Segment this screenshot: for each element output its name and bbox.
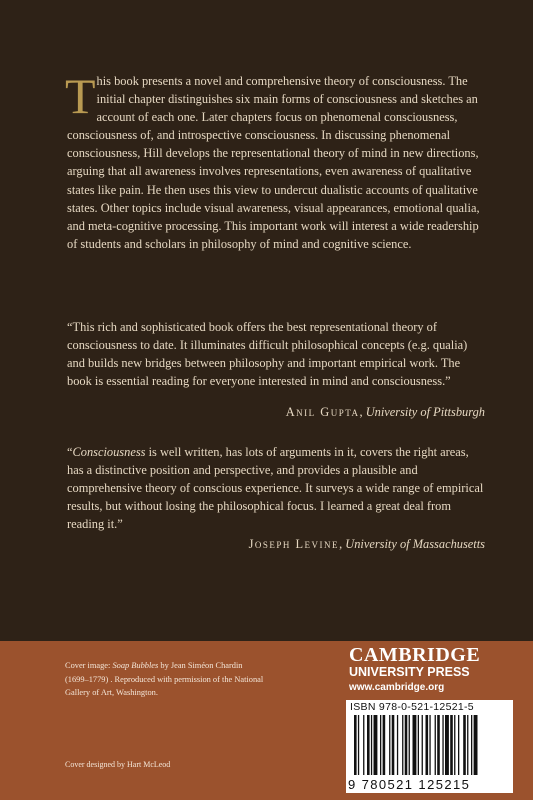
barcode-bar <box>454 715 455 775</box>
barcode-bar <box>442 715 443 775</box>
barcode-bar <box>413 715 417 775</box>
barcode-bar <box>358 715 359 775</box>
barcode-digits: 9 780521 125215 <box>348 777 471 792</box>
barcode-bar <box>471 715 472 775</box>
publisher-url: www.cambridge.org <box>349 682 445 693</box>
endorser-name: Joseph Levine <box>248 537 340 551</box>
barcode-bar <box>422 715 423 775</box>
barcode-bar <box>367 715 370 775</box>
barcode-bar <box>389 715 390 775</box>
barcode-bar <box>426 715 429 775</box>
barcode-bar <box>354 715 357 775</box>
endorsement-1-attribution: Anil Gupta, University of Pittsburgh <box>285 405 485 419</box>
publisher-logo-name: CAMBRIDGE <box>349 644 481 666</box>
book-title: Consciousness <box>72 445 146 459</box>
drop-cap: T <box>65 68 96 124</box>
credit-artwork-title: Soap Bubbles <box>112 661 159 670</box>
barcode-bar <box>392 715 395 775</box>
barcode-bar <box>418 715 419 775</box>
blurb-paragraph <box>65 68 487 253</box>
publisher-logo-press: UNIVERSITY PRESS <box>349 665 470 679</box>
barcode-bar <box>371 715 372 775</box>
barcode-bar <box>467 715 468 775</box>
barcode <box>346 700 513 793</box>
endorsement-quote-1: “This rich and sophisticated book offers the best representational theory of consciousness to date. It illuminates difficult philosophical concepts (e.g. qualia) and builds new bridges between philosophy and important empirical work. The book is essential reading for everyone interested in mind and consciousness.” <box>67 320 468 389</box>
endorsement-2-text: is well written, has lots of arguments in it, covers the right areas, has a distinctive position and perspective, and provides a plausible and comprehensive theory of conscious experience. It surveys a wide range of empirical results, but without losing the philosophical focus. I learned a great deal from reading it.” <box>67 445 484 532</box>
blurb-text: his book presents a novel and comprehensive theory of consciousness. The initial chapter distinguishes six main forms of consciousness and sketches an account of each one. Later chapters focus on phenomenal consciousness, consciousness of, and introspective consciousness. In discussing phenomenal consciousness, Hill develops the representational theory of mind in new directions, arguing that all awareness involves representations, even awareness of qualitative states like pain. He then uses this view to undercut dualistic accounts of qualitative states. Other topics include visual awareness, visual appearances, emotional qualia, and meta-cognitive processing. This important work will interest a wide readership of students and scholars in philosophy of mind and cognitive science. <box>67 74 480 251</box>
barcode-bar <box>435 715 436 775</box>
barcode-bar <box>437 715 440 775</box>
barcode-bars <box>350 715 510 777</box>
barcode-bar <box>445 715 449 775</box>
credit-rest: by Jean Siméon Chardin (1699–1779) . Reproduced with permission of the National Gallery of Art, Washington. <box>65 661 264 697</box>
barcode-bar <box>383 715 386 775</box>
barcode-bar <box>380 715 381 775</box>
barcode-bar <box>458 715 459 775</box>
isbn-label: ISBN 978-0-521-12521-5 <box>350 701 474 713</box>
barcode-bar <box>405 715 408 775</box>
endorser-affiliation: University of Massachusetts <box>345 537 485 551</box>
barcode-bar <box>397 715 398 775</box>
barcode-bar <box>474 715 478 775</box>
barcode-bar <box>409 715 410 775</box>
credit-prefix: Cover image: <box>65 661 113 670</box>
barcode-bar <box>363 715 364 775</box>
endorsement-2-attribution: Joseph Levine, University of Massachusetts <box>248 537 485 551</box>
cover-designer-credit: Cover designed by Hart McLeod <box>65 760 171 769</box>
barcode-bar <box>450 715 453 775</box>
cover-image-credit <box>65 659 265 700</box>
barcode-bar <box>463 715 466 775</box>
open-quote: “ <box>67 445 73 459</box>
endorser-affiliation: University of Pittsburgh <box>365 405 485 419</box>
barcode-bar <box>429 715 430 775</box>
endorser-name: Anil Gupta <box>285 405 360 419</box>
endorsement-quote-2 <box>67 443 487 533</box>
barcode-bar <box>374 715 378 775</box>
barcode-bar <box>402 715 403 775</box>
